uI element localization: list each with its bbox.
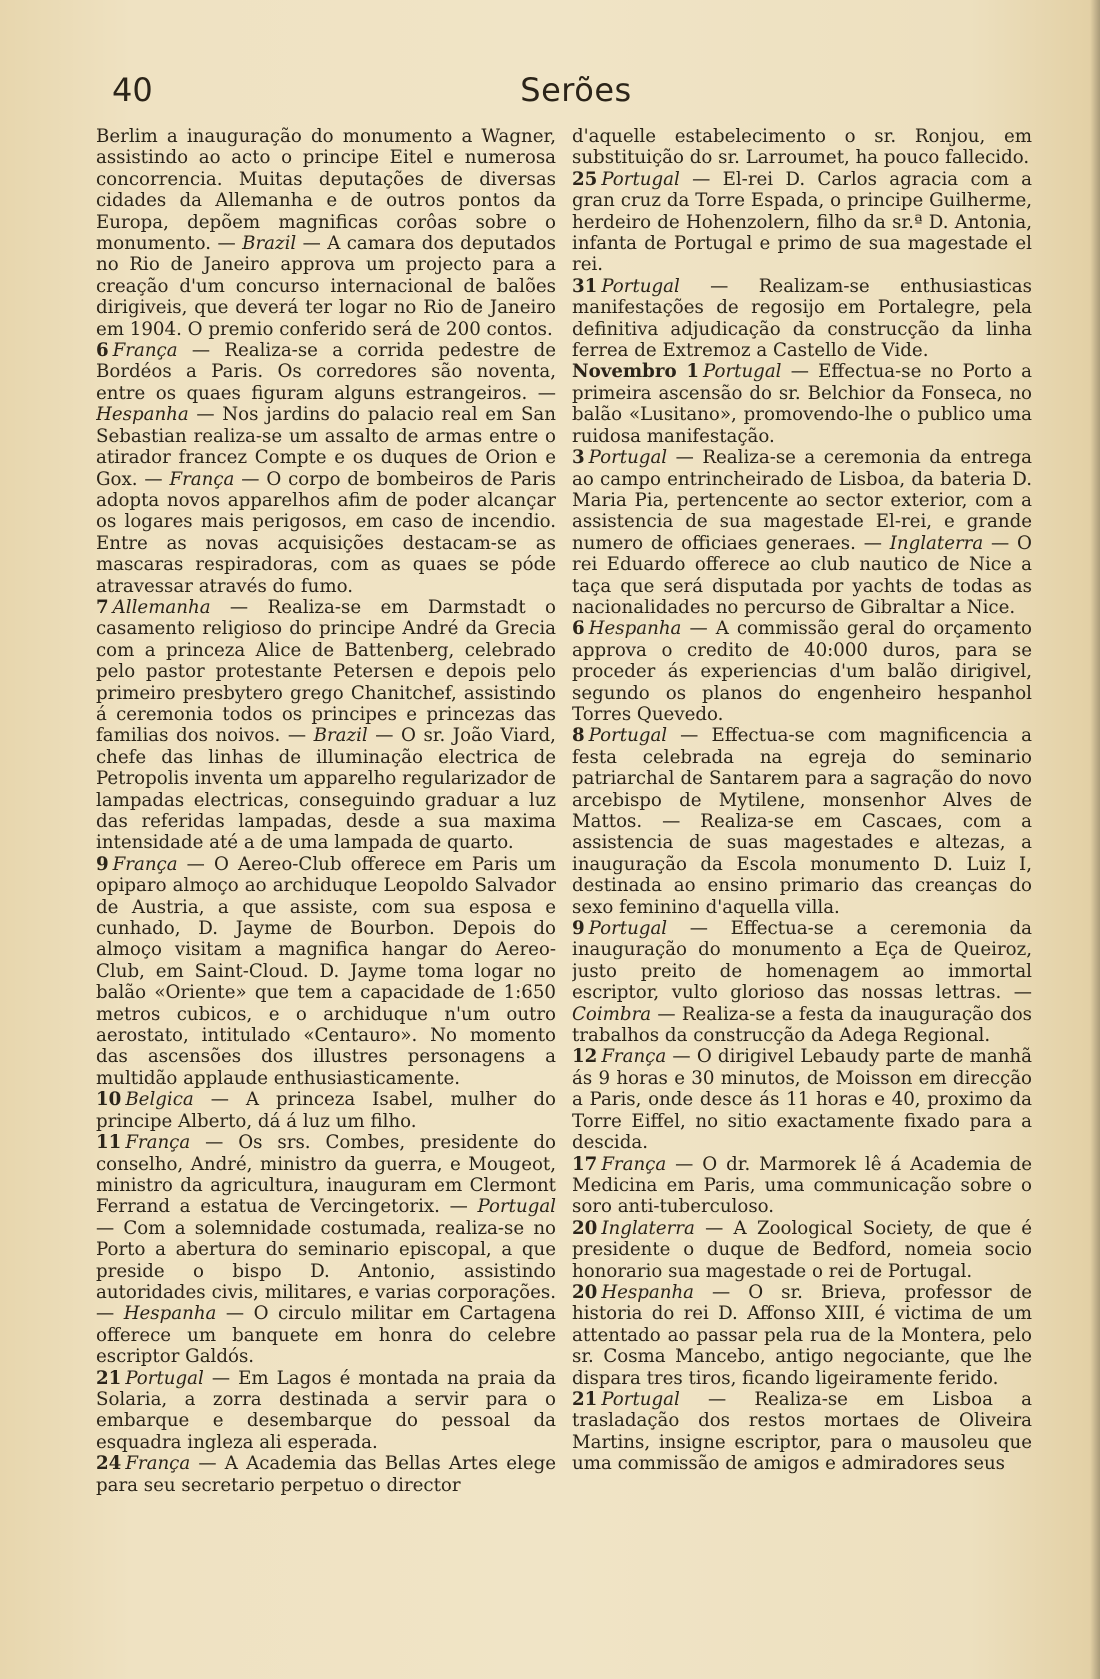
entry-text: A camara dos deputados no Rio de Janeiro approva um projecto para a creação d'um concurso internacional de balões dirigiveis, que deverá ter logar no Rio de Janeiro em 1904. O premio conferido será de 200 contos. — [96, 233, 556, 340]
entry-place: Coimbra — [572, 1003, 652, 1025]
entry-date: 20 — [572, 1281, 598, 1303]
entry-date: 25 — [572, 168, 598, 190]
entry-date: 6 — [96, 340, 109, 362]
entry-place: França — [125, 1132, 191, 1154]
entry-place: Hespanha — [601, 1281, 695, 1303]
entry-place: Inglaterra — [889, 532, 984, 554]
chronicle-entry: 17 França — O dr. Marmorek lê á Academia de Medicina em Paris, uma communicação sobre o soro anti-tuberculoso. — [572, 1153, 1032, 1218]
entry-text: Realiza-se em Darmstadt o casamento religioso do principe André da Grecia com a princeza Alice de Battenberg, celebrado pelo pastor protestante Petersen e depois pelo primeiro presbytero grego Chanitchef, assistindo á ceremonia todos os principes e princezas das familias dos noivos. — [96, 596, 556, 747]
entry-text: Realiza-se em Cascaes, com a assistencia de suas magestades e altezas, a inauguração da Escola monumento D. Luiz I, destinada ao ensino primario das creanças do sexo feminino d'aquella villa. — [572, 811, 1032, 918]
entry-place: França — [601, 1046, 667, 1068]
entry-place: Hespanha — [588, 618, 682, 640]
entry-place: França — [112, 853, 178, 875]
chronicle-entry: 20 Hespanha — O sr. Brieva, professor de historia do rei D. Affonso XIII, é victima de um attentado ao passar pela rua de la Montera, pelo sr. Cosma Mancebo, antigo negociante, que lhe dispara tres tiros, ficando ligeiramente ferido. — [572, 1281, 1032, 1389]
entry-date: 17 — [572, 1153, 598, 1175]
entry-text: Effectua-se com magnificencia a festa celebrada na egreja do seminario patriarchal de Santarem para a sagração do novo arcebispo de Mytilene, monsenhor Alves de Mattos. — [572, 725, 1032, 832]
entry-text: O dr. Marmorek lê á Academia de Medicina em Paris, uma communicação sobre o soro anti-tuberculoso. — [572, 1153, 1032, 1218]
entry-text: O Aereo-Club offerece em Paris um opiparo almoço ao archiduque Leopoldo Salvador de Austria, a que assiste, com sua esposa e cunhado, D. Jayme de Bourbon. Depois do almoço visitam a magnifica hangar do Aereo-Club, em Saint-Cloud. D. Jayme toma logar no balão «Oriente» que tem a capacidade de 1:650 metros cubicos, e o archiduque n'um outro aerostato, intitulado «Centauro». No momento das ascensões dos illustres personagens a multidão applaude enthusiasticamente. — [96, 853, 556, 1089]
chronicle-entry — [572, 126, 1032, 169]
entry-place: França — [112, 340, 178, 362]
entry-place: Hespanha — [96, 404, 189, 426]
entry-place: Portugal — [125, 1367, 204, 1389]
entry-date: Novembro 1 — [572, 361, 700, 383]
chronicle-entry: 8 Portugal — Effectua-se com magnificencia a festa celebrada na egreja do seminario patriarchal de Santarem para a sagração do novo arcebispo de Mytilene, monsenhor Alves de Mattos. — Realiza-se em Cascaes, com a assistencia de suas magestades e altezas, a inauguração da Escola monumento D. Luiz I, destinada ao ensino primario das creanças do sexo feminino d'aquella villa. — [572, 725, 1032, 918]
chronicle-entry: 21 Portugal — Em Lagos é montada na praia da Solaria, a zorra destinada a servir para o embarque e desembarque do pessoal da esquadra ingleza ali esperada. — [96, 1367, 556, 1453]
entry-text: Em Lagos é montada na praia da Solaria, a zorra destinada a servir para o embarque e desembarque do pessoal da esquadra ingleza ali esperada. — [96, 1367, 556, 1453]
entry-date: 6 — [572, 618, 585, 640]
left-column — [96, 126, 556, 1656]
entry-place: Portugal — [601, 1388, 680, 1410]
entry-text: Realiza-se a corrida pedestre de Bordéos a Paris. Os corredores são noventa, entre os quaes figuram alguns estrangeiros. — [96, 340, 556, 404]
page-header — [112, 68, 1040, 112]
chronicle-entry: 9 França — O Aereo-Club offerece em Paris um opiparo almoço ao archiduque Leopoldo Salvador de Austria, a que assiste, com sua esposa e cunhado, D. Jayme de Bourbon. Depois do almoço visitam a magnifica hangar do Aereo-Club, em Saint-Cloud. D. Jayme toma logar no balão «Oriente» que tem a capacidade de 1:650 metros cubicos, e o archiduque n'um outro aerostato, intitulado «Centauro». No momento das ascensões dos illustres personagens a multidão applaude enthusiasticamente. — [96, 853, 556, 1089]
entry-place: Portugal — [601, 275, 680, 297]
entry-place: Belgica — [125, 1089, 194, 1111]
chronicle-entry: 31 Portugal — Realizam-se enthusiasticas manifestações de regosijo em Portalegre, pela definitiva adjudicação da construcção da linha ferrea de Extremoz a Castello de Vide. — [572, 275, 1032, 362]
running-title: Serões — [520, 71, 632, 109]
entry-text: A Zoological Society, de que é presidente o duque de Bedford, nomeia socio honorario sua magestade o rei de Portugal. — [572, 1217, 1032, 1282]
entry-date: 21 — [96, 1367, 122, 1389]
entry-text: O sr. Brieva, professor de historia do rei D. Affonso XIII, é victima de um attentado ao passar pela rua de la Montera, pelo sr. Cosma Mancebo, antigo negociante, que lhe dispara tres tiros, ficando ligeiramente ferido. — [572, 1281, 1032, 1389]
chronicle-entry: 12 França — O dirigivel Lebaudy parte de manhã ás 9 horas e 30 minutos, de Moisson em direcção a Paris, onde desce ás 11 horas e 40, proximo da Torre Eiffel, no sitio exactamente fixado para a descida. — [572, 1046, 1032, 1154]
entry-date: 9 — [96, 853, 109, 875]
entry-place: Inglaterra — [601, 1217, 695, 1239]
entry-text: Nos jardins do palacio real em San Sebastian realiza-se um assalto de armas entre o atirador francez Compte e os duques de Orion e Gox. — [96, 404, 556, 490]
chronicle-entry: Berlim a inauguração do monumento a Wagner, assistindo ao acto o principe Eitel e numerosa concorrencia. Muitas deputações de diversas cidades da Allemanha e de outros pontos da Europa, depõem magnificas corôas sobre o monumento. — Brazil — A camara dos deputados no Rio de Janeiro approva um projecto para a creação d'um concurso internacional de balões dirigiveis, que deverá ter logar no Rio de Janeiro em 1904. O premio conferido será de 200 contos. — [96, 126, 556, 340]
entry-date: 7 — [96, 596, 109, 618]
entry-text: O sr. João Viard, chefe das linhas de illuminação electrica de Petropolis inventa um apparelho regularizador de lampadas electricas, conseguindo graduar a luz das referidas lampadas, desde a sua maxima intensidade até a de uma lampada de quarto. — [96, 725, 556, 854]
entry-text: O corpo de bombeiros de Paris adopta novos apparelhos afim de poder alcançar os logares mais perigosos, em caso de incendio. Entre as novas acquisições destacam-se as mascaras respiradoras, com as quaes se póde atravessar através do fumo. — [96, 468, 556, 597]
page-number: 40 — [112, 71, 153, 109]
entry-date: 31 — [572, 275, 598, 297]
chronicle-entry: 9 Portugal — Effectua-se a ceremonia da inauguração do monumento a Eça de Queiroz, justo preito de homenagem ao immortal escriptor, vulto glorioso das nossas lettras. — Coimbra — Realiza-se a festa da inauguração dos trabalhos da construcção da Adega Regional. — [572, 918, 1032, 1047]
right-column — [572, 126, 1032, 1656]
entry-text: Os srs. Combes, presidente do conselho, André, ministro da guerra, e Mougeot, ministro da agricultura, inauguram em Clermont Ferrand a estatua de Vercingetorix. — [96, 1132, 556, 1218]
entry-date: 11 — [96, 1132, 122, 1154]
entry-date: 3 — [572, 447, 585, 469]
entry-text: d'aquelle estabelecimento o sr. Ronjou, em substituição do sr. Larroumet, ha pouco fallecido. — [572, 126, 1032, 169]
entry-text: A Academia das Bellas Artes elege para seu secretario perpetuo o director — [96, 1453, 556, 1496]
entry-date: 12 — [572, 1046, 598, 1068]
entry-place: França — [601, 1153, 667, 1175]
entry-place: Hespanha — [123, 1303, 217, 1325]
chronicle-entry: 3 Portugal — Realiza-se a ceremonia da entrega ao campo entrincheirado de Lisboa, da bateria D. Maria Pia, pertencente ao sector exterior, com a assistencia de sua magestade El-rei, e grande numero de officiaes generaes. — Inglaterra — O rei Eduardo offerece ao club nautico de Nice a taça que será disputada por yachts de todas as nacionalidades no percurso de Gibraltar a Nice. — [572, 447, 1032, 618]
chronicle-entry: 6 Hespanha — A commissão geral do orçamento approva o credito de 40:000 duros, para se proceder ás experiencias d'um balão dirigivel, segundo os planos do engenheiro hespanhol Torres Quevedo. — [572, 618, 1032, 725]
entry-text: A princeza Isabel, mulher do principe Alberto, dá á luz um filho. — [96, 1089, 556, 1132]
chronicle-entry: 21 Portugal — Realiza-se em Lisboa a trasladação dos restos mortaes de Oliveira Martins, insigne escriptor, para o mausoleu que uma commissão de amigos e admiradores seus — [572, 1388, 1032, 1475]
entry-place: Brazil — [313, 725, 368, 747]
chronicle-entry: 11 França — Os srs. Combes, presidente do conselho, André, ministro da guerra, e Mougeot, ministro da agricultura, inauguram em Clermont Ferrand a estatua de Vercingetorix. — Portugal — Com a solemnidade costumada, realiza-se no Porto a abertura do seminario episcopal, a que preside o bispo D. Antonio, assistindo autoridades civis, militares, e varias corporações. — Hespanha — O circulo militar em Cartagena offerece um banquete em honra do celebre escriptor Galdós. — [96, 1132, 556, 1368]
entry-text: Realiza-se a ceremonia da entrega ao campo entrincheirado de Lisboa, da bateria D. Maria Pia, pertencente ao sector exterior, com a assistencia de sua magestade El-rei, e grande numero de officiaes generaes. — [572, 447, 1032, 554]
chronicle-entry: 25 Portugal — El-rei D. Carlos agracia com a gran cruz da Torre Espada, o principe Guilherme, herdeiro de Hohenzolern, filho da sr.ª D. Antonia, infanta de Portugal e primo de sua magestade el rei. — [572, 168, 1032, 276]
page-edge-shadow — [1090, 0, 1100, 1679]
entry-date: 10 — [96, 1089, 122, 1111]
entry-text: Effectua-se no Porto a primeira ascensão do sr. Belchior da Fonseca, no balão «Lusitano», promovendo-lhe o publico uma ruidosa manifestação. — [572, 361, 1032, 447]
entry-date: 24 — [96, 1453, 122, 1475]
entry-place: Allemanha — [112, 596, 211, 618]
entry-text: O dirigivel Lebaudy parte de manhã ás 9 horas e 30 minutos, de Moisson em direcção a Paris, onde desce ás 11 horas e 40, proximo da Torre Eiffel, no sitio exactamente fixado para a descida. — [572, 1046, 1032, 1154]
entry-place: Portugal — [588, 447, 668, 469]
entry-place: Portugal — [477, 1196, 556, 1218]
entry-date: 20 — [572, 1217, 598, 1239]
entry-place: Portugal — [703, 361, 782, 383]
entry-text: Realizam-se enthusiasticas manifestações de regosijo em Portalegre, pela definitiva adjudicação da construcção da linha ferrea de Extremoz a Castello de Vide. — [572, 275, 1032, 362]
entry-place: Portugal — [601, 168, 680, 190]
entry-text: O rei Eduardo offerece ao club nautico de Nice a taça que será disputada por yachts de todas as nacionalidades no percurso de Gibraltar a Nice. — [572, 532, 1032, 618]
entry-place: França — [125, 1453, 191, 1475]
chronicle-entry: 7 Allemanha — Realiza-se em Darmstadt o casamento religioso do principe André da Grecia com a princeza Alice de Battenberg, celebrado pelo pastor protestante Petersen e depois pelo primeiro presbytero grego Chanitchef, assistindo á ceremonia todos os principes e princezas das familias dos noivos. — Brazil — O sr. João Viard, chefe das linhas de illuminação electrica de Petropolis inventa um apparelho regularizador de lampadas electricas, conseguindo graduar a luz das referidas lampadas, desde a sua maxima intensidade até a de uma lampada de quarto. — [96, 596, 556, 854]
entry-text: Effectua-se a ceremonia da inauguração do monumento a Eça de Queiroz, justo preito de homenagem ao immortal escriptor, vulto glorioso das nossas lettras. — [572, 918, 1032, 1004]
chronicle-entry: 24 França — A Academia das Bellas Artes elege para seu secretario perpetuo o director — [96, 1453, 556, 1496]
entry-date: 8 — [572, 725, 585, 747]
entry-text: O circulo militar em Cartagena offerece um banquete em honra do celebre escriptor Galdós. — [96, 1303, 556, 1368]
chronicle-entry: 20 Inglaterra — A Zoological Society, de que é presidente o duque de Bedford, nomeia socio honorario sua magestade o rei de Portugal. — [572, 1217, 1032, 1282]
entry-place: Brazil — [242, 233, 297, 255]
entry-text: Realiza-se em Lisboa a trasladação dos restos mortaes de Oliveira Martins, insigne escriptor, para o mausoleu que uma commissão de amigos e admiradores seus — [572, 1388, 1032, 1475]
chronicle-entry: Novembro 1 Portugal — Effectua-se no Porto a primeira ascensão do sr. Belchior da Fonseca, no balão «Lusitano», promovendo-lhe o publico uma ruidosa manifestação. — [572, 361, 1032, 447]
entry-place: Portugal — [588, 725, 668, 747]
entry-date: 9 — [572, 918, 585, 940]
entry-text: El-rei D. Carlos agracia com a gran cruz da Torre Espada, o principe Guilherme, herdeiro de Hohenzolern, filho da sr.ª D. Antonia, infanta de Portugal e primo de sua magestade el rei. — [572, 168, 1032, 276]
entry-text: Com a solemnidade costumada, realiza-se no Porto a abertura do seminario episcopal, a que preside o bispo D. Antonio, assistindo autoridades civis, militares, e varias corporações. — [96, 1217, 556, 1303]
chronicle-entry: 10 Belgica — A princeza Isabel, mulher do principe Alberto, dá á luz um filho. — [96, 1089, 556, 1132]
chronicle-entry: 6 França — Realiza-se a corrida pedestre de Bordéos a Paris. Os corredores são noventa, entre os quaes figuram alguns estrangeiros. — Hespanha — Nos jardins do palacio real em San Sebastian realiza-se um assalto de armas entre o atirador francez Compte e os duques de Orion e Gox. — França — O corpo de bombeiros de Paris adopta novos apparelhos afim de poder alcançar os logares mais perigosos, em caso de incendio. Entre as novas acquisições destacam-se as mascaras respiradoras, com as quaes se póde atravessar através do fumo. — [96, 340, 556, 597]
entry-text: Realiza-se a festa da inauguração dos trabalhos da construcção da Adega Regional. — [572, 1003, 1032, 1047]
entry-place: Portugal — [588, 918, 668, 940]
entry-text: A commissão geral do orçamento approva o credito de 40:000 duros, para se proceder ás experiencias d'um balão dirigivel, segundo os planos do engenheiro hespanhol Torres Quevedo. — [572, 618, 1032, 725]
entry-date: 21 — [572, 1388, 598, 1410]
entry-text: Berlim a inauguração do monumento a Wagner, assistindo ao acto o principe Eitel e numerosa concorrencia. Muitas deputações de diversas cidades da Allemanha e de outros pontos da Europa, depõem magnificas corôas sobre o monumento. — [96, 126, 556, 255]
entry-place: França — [169, 468, 235, 490]
